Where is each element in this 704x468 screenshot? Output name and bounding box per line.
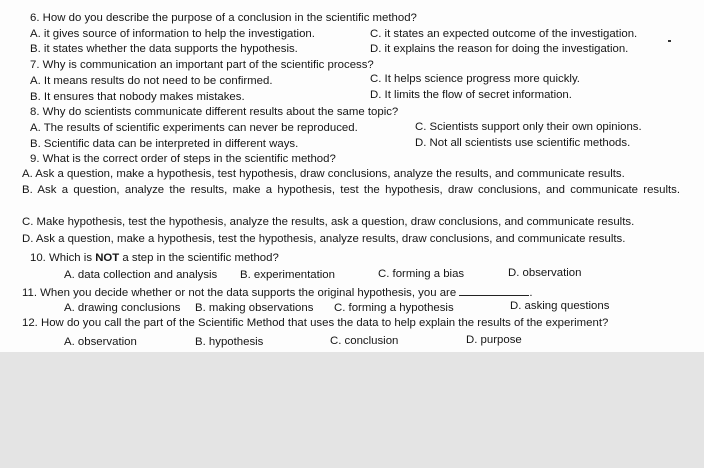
q10-text-bold: NOT: [95, 252, 120, 264]
question-8: 8. Why do scientists communicate different results about the same topic?: [30, 106, 399, 118]
q12-option-a: A. observation: [64, 336, 137, 348]
q8-option-b: B. Scientific data can be interpreted in different ways.: [30, 138, 299, 150]
blank-background: [0, 352, 704, 468]
q10-option-b: B. experimentation: [240, 269, 335, 281]
q8-option-c: C. Scientists support only their own opinions.: [415, 121, 642, 133]
q11-text: 11. When you decide whether or not the data supports the original hypothesis, you are: [22, 287, 457, 299]
q11-option-d: D. asking questions: [510, 300, 610, 312]
answer-blank: [459, 285, 529, 296]
q6-option-d: D. it explains the reason for doing the investigation.: [370, 43, 629, 55]
question-7: 7. Why is communication an important part of the scientific process?: [30, 59, 374, 71]
question-12: 12. How do you call the part of the Scientific Method that uses the data to help explain the results of the experiment?: [22, 317, 609, 329]
q7-option-a: A. It means results do not need to be confirmed.: [30, 75, 273, 87]
q8-option-a: A. The results of scientific experiments can never be reproduced.: [30, 122, 358, 134]
q10-option-c: C. forming a bias: [378, 268, 465, 280]
q9-option-c: C. Make hypothesis, test the hypothesis, analyze the results, ask a question, draw conclusions, and communicate results.: [22, 216, 635, 228]
question-11: [22, 285, 533, 300]
q6-option-a: A. it gives source of information to help the investigation.: [30, 28, 315, 40]
q7-option-b: B. It ensures that nobody makes mistakes.: [30, 91, 245, 103]
q9-option-d: D. Ask a question, make a hypothesis, test the hypothesis, analyze results, draw conclusions, and communicate results.: [22, 233, 626, 245]
q10-option-a: A. data collection and analysis: [64, 269, 218, 281]
q10-option-d: D. observation: [508, 267, 582, 279]
question-9: 9. What is the correct order of steps in the scientific method?: [30, 153, 336, 165]
q11-text-end: .: [529, 287, 533, 299]
q10-text-post: a step in the scientific method?: [119, 252, 279, 264]
q8-option-d: D. Not all scientists use scientific methods.: [415, 137, 631, 149]
q11-option-a: A. drawing conclusions: [64, 302, 181, 314]
q12-option-c: C. conclusion: [330, 335, 399, 347]
q9-option-b: B. Ask a question, analyze the results, make a hypothesis, test the hypothesis, draw conclusions, and communicate results.: [22, 184, 680, 196]
q11-option-b: B. making observations: [195, 302, 314, 314]
scan-mark: [668, 40, 671, 42]
q10-text-pre: 10. Which is: [30, 252, 96, 264]
question-6: 6. How do you describe the purpose of a conclusion in the scientific method?: [30, 12, 417, 24]
q6-option-b: B. it states whether the data supports the hypothesis.: [30, 43, 298, 55]
q7-option-c: C. It helps science progress more quickly.: [370, 73, 580, 85]
q12-option-b: B. hypothesis: [195, 336, 264, 348]
q9-option-a: A. Ask a question, make a hypothesis, test hypothesis, draw conclusions, analyze the results, and communicate results.: [22, 168, 625, 180]
q6-option-c: C. it states an expected outcome of the investigation.: [370, 28, 638, 40]
q12-option-d: D. purpose: [466, 334, 522, 346]
q7-option-d: D. It limits the flow of secret information.: [370, 89, 572, 101]
question-10: [30, 252, 279, 265]
q11-option-c: C. forming a hypothesis: [334, 302, 454, 314]
